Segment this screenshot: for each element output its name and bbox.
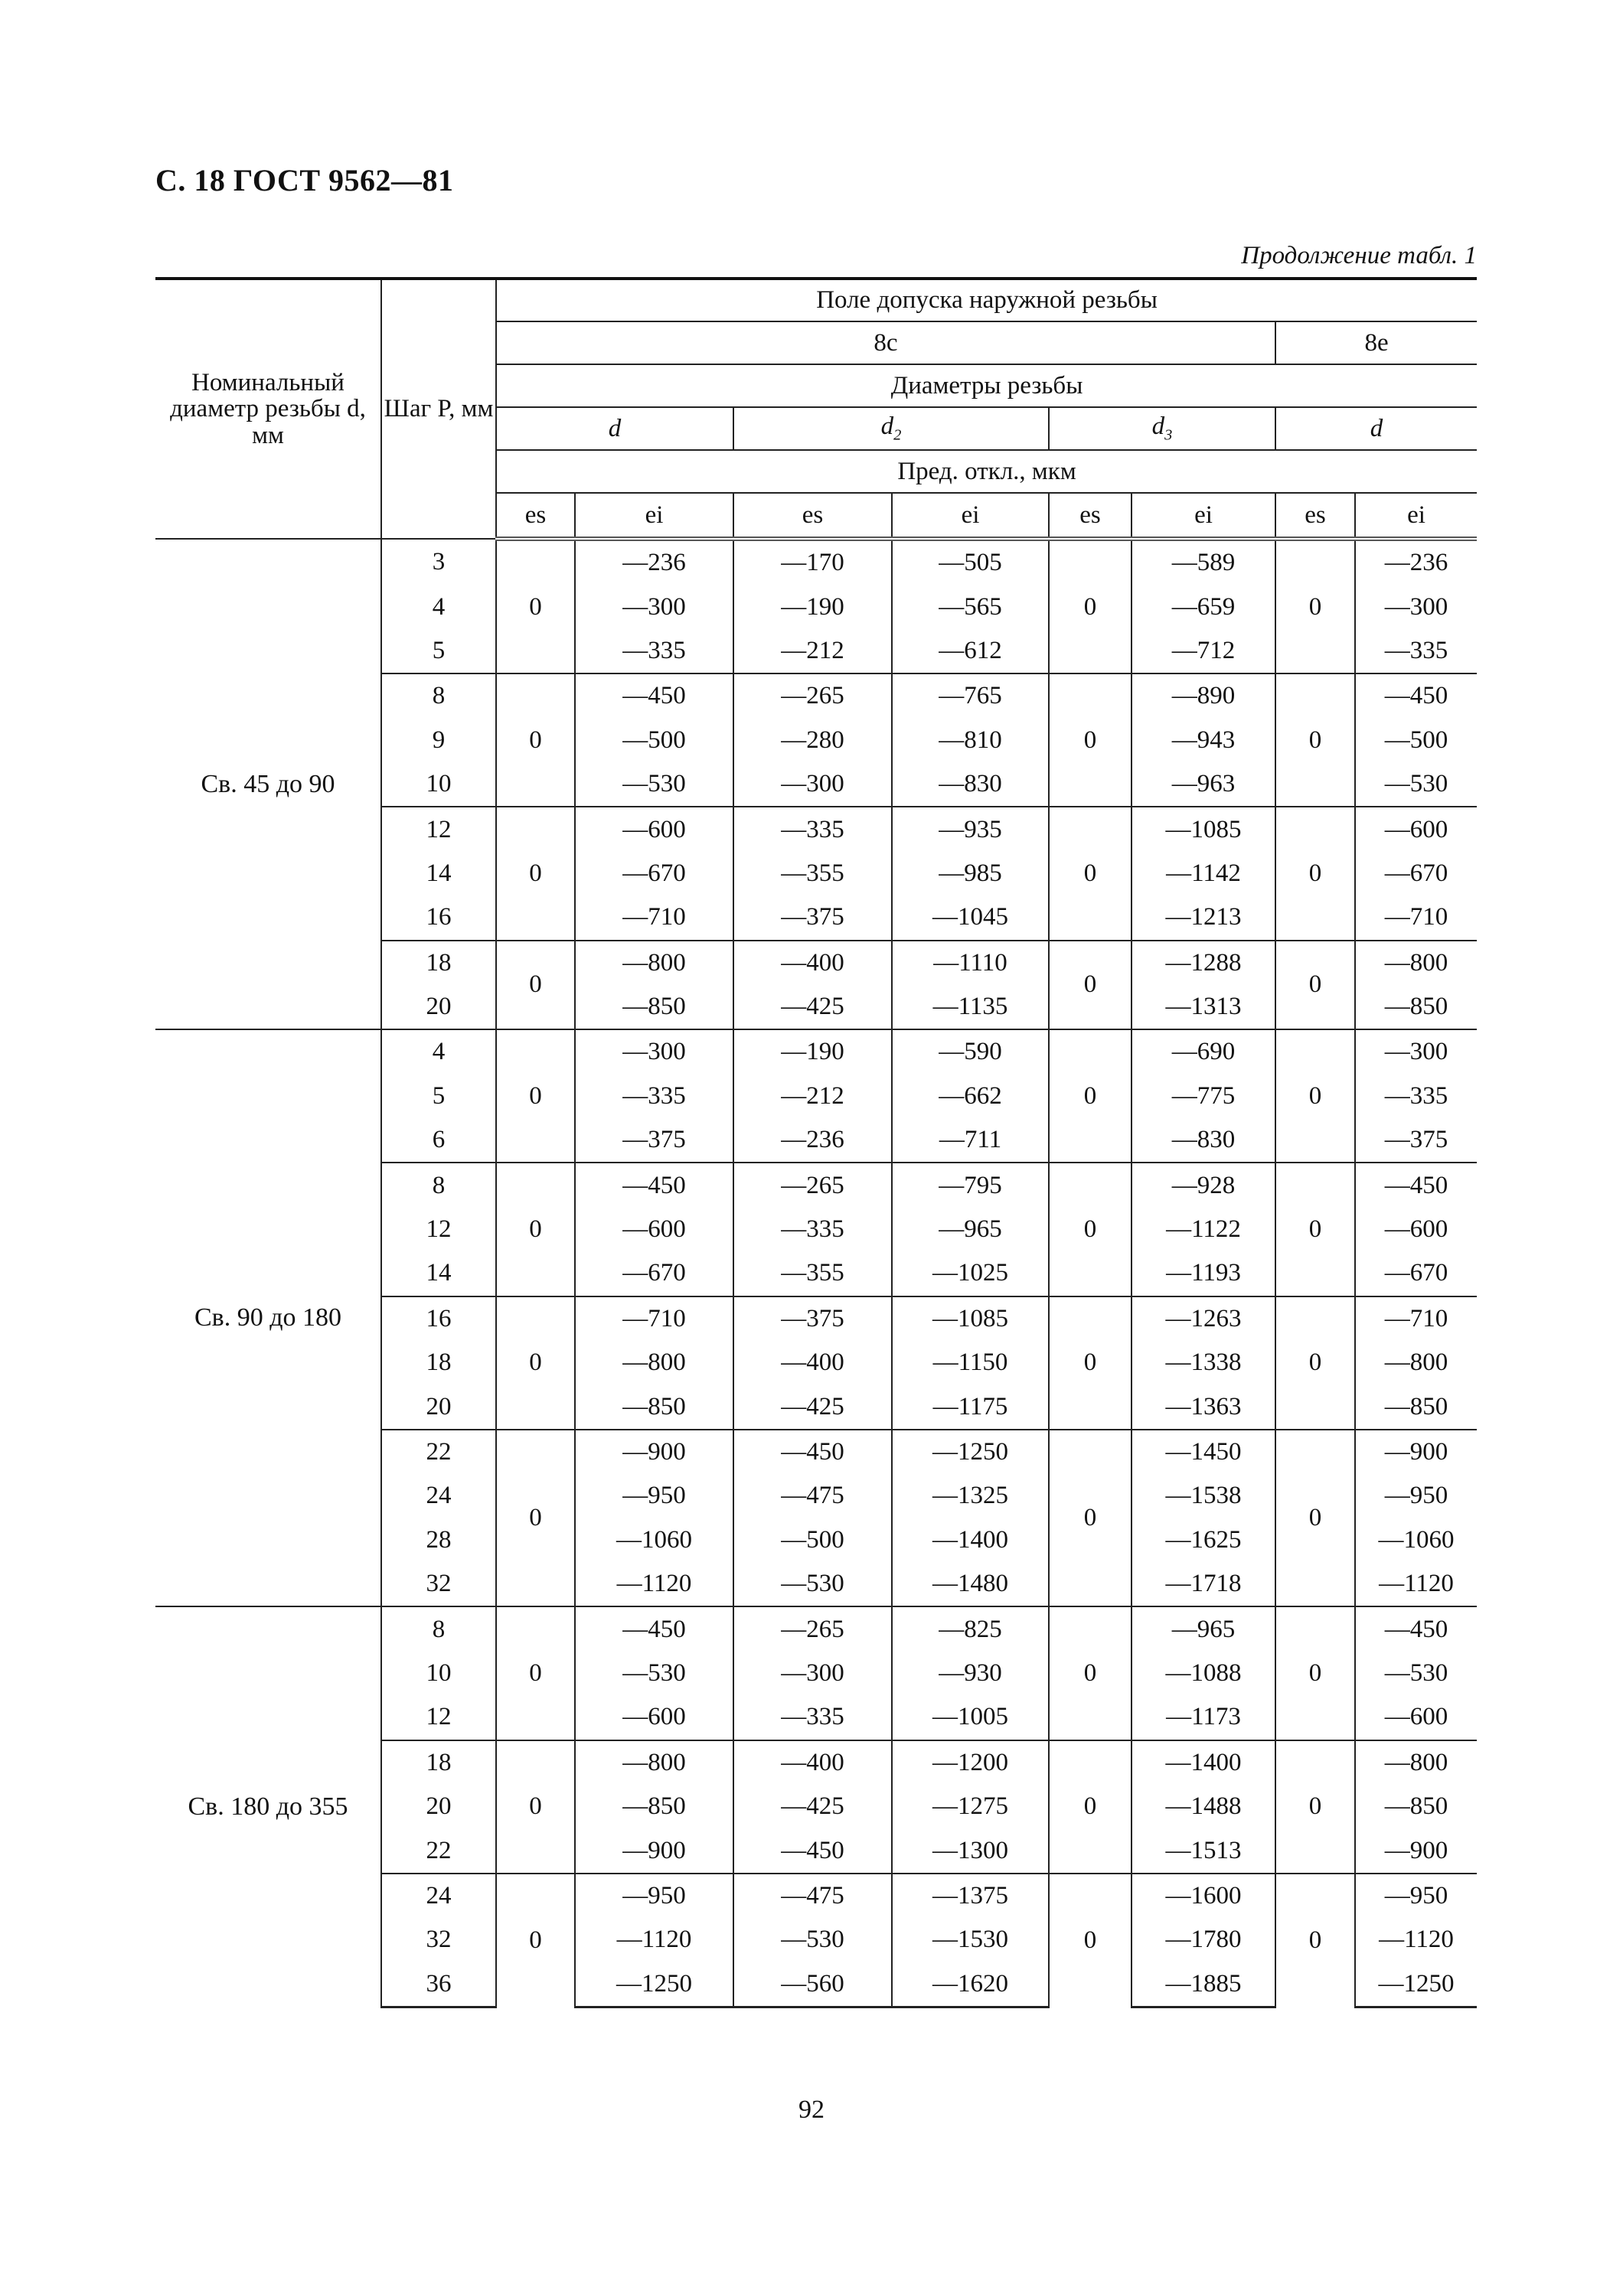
pitch-cell: 24 — [381, 1474, 496, 1518]
d-8e-ei-cell: —300 — [1355, 585, 1477, 628]
d-8e-ei-cell: —335 — [1355, 629, 1477, 673]
d3-ei-cell: —1625 — [1132, 1518, 1275, 1562]
d3-es-cell: 0 — [1049, 1874, 1132, 2007]
d3-ei-cell: —589 — [1132, 539, 1275, 585]
d-ei-cell: —1250 — [575, 1962, 733, 2007]
d3-ei-cell: —1263 — [1132, 1296, 1275, 1341]
header-d2-sub: 2 — [893, 426, 902, 444]
d3-ei-cell: —928 — [1132, 1163, 1275, 1207]
d-8e-ei-cell: —1120 — [1355, 1918, 1477, 1962]
d-8e-es-cell: 0 — [1275, 807, 1355, 940]
d2-ei-cell: —1025 — [892, 1251, 1049, 1296]
d2-es-cell: —265 — [733, 1163, 892, 1207]
d2-es-cell: —190 — [733, 585, 892, 628]
table-row — [155, 1029, 1477, 1074]
d-ei-cell: —300 — [575, 585, 733, 628]
d-es-cell: 0 — [496, 941, 575, 1030]
pitch-cell: 10 — [381, 1652, 496, 1695]
pitch-cell: 14 — [381, 852, 496, 895]
d2-es-cell: —265 — [733, 1606, 892, 1651]
d3-ei-cell: —1450 — [1132, 1430, 1275, 1474]
pitch-cell: 6 — [381, 1118, 496, 1163]
pitch-cell: 18 — [381, 1341, 496, 1384]
d-ei-cell: —335 — [575, 1075, 733, 1118]
d-8e-es-cell: 0 — [1275, 673, 1355, 807]
d-8e-ei-cell: —1250 — [1355, 1962, 1477, 2007]
pitch-cell: 36 — [381, 1962, 496, 2007]
d-ei-cell: —850 — [575, 1384, 733, 1429]
d3-ei-cell: —1885 — [1132, 1962, 1275, 2007]
pitch-cell: 16 — [381, 895, 496, 940]
pitch-cell: 28 — [381, 1518, 496, 1562]
d2-ei-cell: —1300 — [892, 1828, 1049, 1873]
d2-ei-cell: —965 — [892, 1208, 1049, 1251]
d2-es-cell: —530 — [733, 1918, 892, 1962]
d2-ei-cell: —1250 — [892, 1430, 1049, 1474]
d2-es-cell: —530 — [733, 1562, 892, 1606]
d-8e-es-cell: 0 — [1275, 1740, 1355, 1874]
d-ei-cell: —1120 — [575, 1562, 733, 1606]
header-d3-base: d — [1151, 412, 1165, 440]
d-ei-cell: —450 — [575, 1606, 733, 1651]
d-8e-ei-cell: —1060 — [1355, 1518, 1477, 1562]
pitch-cell: 8 — [381, 1606, 496, 1651]
pitch-cell: 18 — [381, 941, 496, 985]
d2-es-cell: —375 — [733, 895, 892, 940]
pitch-cell: 10 — [381, 762, 496, 807]
d-ei-cell: —710 — [575, 895, 733, 940]
d3-ei-cell: —1538 — [1132, 1474, 1275, 1518]
d2-ei-cell: —1175 — [892, 1384, 1049, 1429]
d3-ei-cell: —1122 — [1132, 1208, 1275, 1251]
header-diameters: Диаметры резьбы — [496, 364, 1477, 407]
pitch-cell: 20 — [381, 985, 496, 1029]
d-ei-cell: —800 — [575, 941, 733, 985]
d3-es-cell: 0 — [1049, 1606, 1132, 1740]
d2-ei-cell: —1325 — [892, 1474, 1049, 1518]
table-body — [155, 539, 1477, 2007]
d-8e-es-cell: 0 — [1275, 1163, 1355, 1296]
header-ei: ei — [575, 493, 733, 539]
d2-ei-cell: —935 — [892, 807, 1049, 851]
d-8e-ei-cell: —710 — [1355, 895, 1477, 940]
d2-ei-cell: —1045 — [892, 895, 1049, 940]
d-es-cell: 0 — [496, 807, 575, 940]
pitch-cell: 12 — [381, 807, 496, 851]
d-8e-es-cell: 0 — [1275, 1874, 1355, 2007]
d3-es-cell: 0 — [1049, 539, 1132, 673]
d-8e-ei-cell: —900 — [1355, 1828, 1477, 1873]
d3-ei-cell: —1088 — [1132, 1652, 1275, 1695]
page-title: С. 18 ГОСТ 9562—81 — [155, 163, 454, 197]
d2-es-cell: —170 — [733, 539, 892, 585]
pitch-cell: 4 — [381, 1029, 496, 1074]
d-ei-cell: —600 — [575, 1208, 733, 1251]
d-ei-cell: —530 — [575, 1652, 733, 1695]
pitch-cell: 32 — [381, 1562, 496, 1606]
tolerance-table-wrapper — [155, 277, 1477, 2008]
d2-es-cell: —400 — [733, 1740, 892, 1785]
d2-es-cell: —212 — [733, 629, 892, 673]
d-8e-ei-cell: —530 — [1355, 1652, 1477, 1695]
pitch-cell: 8 — [381, 1163, 496, 1207]
tolerance-table — [155, 277, 1477, 2008]
d-ei-cell: —335 — [575, 629, 733, 673]
nominal-diameter-cell: Св. 45 до 90 — [155, 539, 381, 1029]
d-ei-cell: —1060 — [575, 1518, 733, 1562]
d2-es-cell: —355 — [733, 852, 892, 895]
pitch-cell: 9 — [381, 719, 496, 762]
d3-ei-cell: —1718 — [1132, 1562, 1275, 1606]
d-es-cell: 0 — [496, 1163, 575, 1296]
d3-es-cell: 0 — [1049, 1740, 1132, 1874]
d3-ei-cell: —830 — [1132, 1118, 1275, 1163]
d2-ei-cell: —1400 — [892, 1518, 1049, 1562]
header-es: es — [1049, 493, 1132, 539]
d-8e-ei-cell: —950 — [1355, 1874, 1477, 1918]
d-8e-ei-cell: —670 — [1355, 1251, 1477, 1296]
d3-es-cell: 0 — [1049, 1163, 1132, 1296]
d-8e-ei-cell: —1120 — [1355, 1562, 1477, 1606]
d2-ei-cell: —930 — [892, 1652, 1049, 1695]
d-8e-ei-cell: —800 — [1355, 1341, 1477, 1384]
d-8e-ei-cell: —900 — [1355, 1430, 1477, 1474]
d2-ei-cell: —830 — [892, 762, 1049, 807]
d3-ei-cell: —1288 — [1132, 941, 1275, 985]
d-8e-ei-cell: —530 — [1355, 762, 1477, 807]
d3-ei-cell: —1363 — [1132, 1384, 1275, 1429]
header-nominal-diameter: Номинальный диаметр резьбы d, мм — [155, 279, 381, 539]
d3-ei-cell: —943 — [1132, 719, 1275, 762]
d2-es-cell: —425 — [733, 985, 892, 1029]
d2-ei-cell: —1530 — [892, 1918, 1049, 1962]
pitch-cell: 24 — [381, 1874, 496, 1918]
nominal-diameter-cell: Св. 180 до 355 — [155, 1606, 381, 2007]
d2-es-cell: —265 — [733, 673, 892, 718]
d-ei-cell: —450 — [575, 673, 733, 718]
pitch-cell: 14 — [381, 1251, 496, 1296]
d3-ei-cell: —1142 — [1132, 852, 1275, 895]
header-field-8c: 8с — [496, 321, 1275, 364]
d3-ei-cell: —775 — [1132, 1075, 1275, 1118]
d2-ei-cell: —810 — [892, 719, 1049, 762]
pitch-cell: 5 — [381, 629, 496, 673]
d2-es-cell: —212 — [733, 1075, 892, 1118]
d-ei-cell: —800 — [575, 1341, 733, 1384]
pitch-cell: 22 — [381, 1828, 496, 1873]
d3-ei-cell: —1313 — [1132, 985, 1275, 1029]
d2-es-cell: —190 — [733, 1029, 892, 1074]
d2-ei-cell: —1110 — [892, 941, 1049, 985]
d3-ei-cell: —965 — [1132, 1606, 1275, 1651]
d2-es-cell: —280 — [733, 719, 892, 762]
header-es: es — [1275, 493, 1355, 539]
d-ei-cell: —800 — [575, 1740, 733, 1785]
nominal-diameter-cell: Св. 90 до 180 — [155, 1029, 381, 1606]
d-ei-cell: —900 — [575, 1430, 733, 1474]
header-ei: ei — [892, 493, 1049, 539]
pitch-cell: 5 — [381, 1075, 496, 1118]
d3-es-cell: 0 — [1049, 941, 1132, 1030]
pitch-cell: 4 — [381, 585, 496, 628]
d2-es-cell: —425 — [733, 1785, 892, 1828]
pitch-cell: 12 — [381, 1208, 496, 1251]
table-row — [155, 539, 1477, 585]
d-ei-cell: —375 — [575, 1118, 733, 1163]
pitch-cell: 20 — [381, 1785, 496, 1828]
d2-ei-cell: —1620 — [892, 1962, 1049, 2007]
header-tolerance-field: Поле допуска наружной резьбы — [496, 279, 1477, 321]
d-ei-cell: —850 — [575, 985, 733, 1029]
d2-ei-cell: —1480 — [892, 1562, 1049, 1606]
d2-ei-cell: —1085 — [892, 1296, 1049, 1341]
d3-ei-cell: —890 — [1132, 673, 1275, 718]
d2-ei-cell: —1150 — [892, 1341, 1049, 1384]
d-ei-cell: —950 — [575, 1474, 733, 1518]
d-8e-ei-cell: —300 — [1355, 1029, 1477, 1074]
pitch-cell: 3 — [381, 539, 496, 585]
d-8e-ei-cell: —500 — [1355, 719, 1477, 762]
d-8e-ei-cell: —850 — [1355, 985, 1477, 1029]
pitch-cell: 8 — [381, 673, 496, 718]
table-header — [155, 279, 1477, 539]
d-es-cell: 0 — [496, 1430, 575, 1607]
d-8e-es-cell: 0 — [1275, 1606, 1355, 1740]
d3-ei-cell: —1780 — [1132, 1918, 1275, 1962]
d-ei-cell: —950 — [575, 1874, 733, 1918]
d3-ei-cell: —690 — [1132, 1029, 1275, 1074]
header-deviations: Пред. откл., мкм — [496, 450, 1477, 493]
d-8e-ei-cell: —950 — [1355, 1474, 1477, 1518]
d2-es-cell: —475 — [733, 1474, 892, 1518]
header-d2-base: d — [880, 412, 894, 440]
d2-es-cell: —425 — [733, 1384, 892, 1429]
page-number: 92 — [798, 2095, 825, 2124]
d2-ei-cell: —985 — [892, 852, 1049, 895]
d3-ei-cell: —1213 — [1132, 895, 1275, 940]
d-es-cell: 0 — [496, 539, 575, 673]
d2-ei-cell: —505 — [892, 539, 1049, 585]
d-8e-ei-cell: —450 — [1355, 1163, 1477, 1207]
header-ei: ei — [1355, 493, 1477, 539]
d-ei-cell: —300 — [575, 1029, 733, 1074]
d-ei-cell: —900 — [575, 1828, 733, 1873]
d-8e-ei-cell: —710 — [1355, 1296, 1477, 1341]
d-8e-ei-cell: —850 — [1355, 1384, 1477, 1429]
d-8e-ei-cell: —800 — [1355, 1740, 1477, 1785]
d2-ei-cell: —825 — [892, 1606, 1049, 1651]
d2-ei-cell: —1200 — [892, 1740, 1049, 1785]
d3-ei-cell: —963 — [1132, 762, 1275, 807]
d-es-cell: 0 — [496, 673, 575, 807]
d2-es-cell: —500 — [733, 1518, 892, 1562]
d-8e-es-cell: 0 — [1275, 1029, 1355, 1163]
pitch-cell: 22 — [381, 1430, 496, 1474]
d3-es-cell: 0 — [1049, 1430, 1132, 1607]
d2-es-cell: —300 — [733, 1652, 892, 1695]
d-8e-ei-cell: —236 — [1355, 539, 1477, 585]
d2-ei-cell: —612 — [892, 629, 1049, 673]
d3-ei-cell: —1400 — [1132, 1740, 1275, 1785]
d2-ei-cell: —1375 — [892, 1874, 1049, 1918]
d-8e-ei-cell: —670 — [1355, 852, 1477, 895]
header-diameter-d3 — [1049, 407, 1275, 450]
pitch-cell: 18 — [381, 1740, 496, 1785]
d2-ei-cell: —711 — [892, 1118, 1049, 1163]
d-8e-ei-cell: —600 — [1355, 1208, 1477, 1251]
pitch-cell: 20 — [381, 1384, 496, 1429]
d3-ei-cell: —1085 — [1132, 807, 1275, 851]
pitch-cell: 16 — [381, 1296, 496, 1341]
d-ei-cell: —670 — [575, 852, 733, 895]
d2-ei-cell: —565 — [892, 585, 1049, 628]
d-ei-cell: —850 — [575, 1785, 733, 1828]
d3-es-cell: 0 — [1049, 673, 1132, 807]
header-es: es — [733, 493, 892, 539]
d2-es-cell: —450 — [733, 1828, 892, 1873]
d3-ei-cell: —1513 — [1132, 1828, 1275, 1873]
d3-ei-cell: —712 — [1132, 629, 1275, 673]
header-field-8e: 8е — [1275, 321, 1477, 364]
d-ei-cell: —530 — [575, 762, 733, 807]
d2-es-cell: —475 — [733, 1874, 892, 1918]
d-8e-ei-cell: —800 — [1355, 941, 1477, 985]
d2-es-cell: —236 — [733, 1118, 892, 1163]
header-es: es — [496, 493, 575, 539]
d-es-cell: 0 — [496, 1029, 575, 1163]
d-8e-es-cell: 0 — [1275, 539, 1355, 673]
d-8e-ei-cell: —375 — [1355, 1118, 1477, 1163]
d2-es-cell: —450 — [733, 1430, 892, 1474]
header-diameter-d2 — [733, 407, 1049, 450]
d-es-cell: 0 — [496, 1740, 575, 1874]
d3-ei-cell: —1600 — [1132, 1874, 1275, 1918]
d-es-cell: 0 — [496, 1606, 575, 1740]
d-es-cell: 0 — [496, 1296, 575, 1430]
header-ei: ei — [1132, 493, 1275, 539]
d-8e-ei-cell: —600 — [1355, 807, 1477, 851]
d3-ei-cell: —1338 — [1132, 1341, 1275, 1384]
d3-ei-cell: —659 — [1132, 585, 1275, 628]
d-ei-cell: —670 — [575, 1251, 733, 1296]
d3-ei-cell: —1193 — [1132, 1251, 1275, 1296]
d2-es-cell: —335 — [733, 807, 892, 851]
d2-es-cell: —300 — [733, 762, 892, 807]
table-row — [155, 1606, 1477, 1651]
d2-ei-cell: —1135 — [892, 985, 1049, 1029]
d-8e-ei-cell: —600 — [1355, 1695, 1477, 1740]
d-8e-ei-cell: —850 — [1355, 1785, 1477, 1828]
d2-es-cell: —335 — [733, 1208, 892, 1251]
d-es-cell: 0 — [496, 1874, 575, 2007]
header-pitch: Шаг P, мм — [381, 279, 496, 539]
d-8e-es-cell: 0 — [1275, 941, 1355, 1030]
d-8e-ei-cell: —335 — [1355, 1075, 1477, 1118]
d2-es-cell: —375 — [733, 1296, 892, 1341]
d3-ei-cell: —1488 — [1132, 1785, 1275, 1828]
d-ei-cell: —600 — [575, 1695, 733, 1740]
pitch-cell: 32 — [381, 1918, 496, 1962]
d-ei-cell: —600 — [575, 807, 733, 851]
d-ei-cell: —450 — [575, 1163, 733, 1207]
d2-es-cell: —355 — [733, 1251, 892, 1296]
d3-ei-cell: —1173 — [1132, 1695, 1275, 1740]
header-diameter-d: d — [496, 407, 733, 450]
d-8e-es-cell: 0 — [1275, 1430, 1355, 1607]
d-ei-cell: —710 — [575, 1296, 733, 1341]
d2-ei-cell: —1275 — [892, 1785, 1049, 1828]
d-8e-ei-cell: —450 — [1355, 1606, 1477, 1651]
d3-es-cell: 0 — [1049, 807, 1132, 940]
d2-ei-cell: —590 — [892, 1029, 1049, 1074]
d2-ei-cell: —765 — [892, 673, 1049, 718]
d-8e-ei-cell: —450 — [1355, 673, 1477, 718]
d2-ei-cell: —795 — [892, 1163, 1049, 1207]
table-continuation-note: Продолжение табл. 1 — [1241, 242, 1477, 269]
header-diameter-d-8e: d — [1275, 407, 1477, 450]
d3-es-cell: 0 — [1049, 1029, 1132, 1163]
d-ei-cell: —1120 — [575, 1918, 733, 1962]
d2-es-cell: —400 — [733, 1341, 892, 1384]
header-d3-sub: 3 — [1164, 426, 1173, 444]
d2-ei-cell: —1005 — [892, 1695, 1049, 1740]
d-8e-es-cell: 0 — [1275, 1296, 1355, 1430]
d2-ei-cell: —662 — [892, 1075, 1049, 1118]
d2-es-cell: —560 — [733, 1962, 892, 2007]
d-ei-cell: —500 — [575, 719, 733, 762]
d2-es-cell: —335 — [733, 1695, 892, 1740]
d2-es-cell: —400 — [733, 941, 892, 985]
pitch-cell: 12 — [381, 1695, 496, 1740]
d3-es-cell: 0 — [1049, 1296, 1132, 1430]
d-ei-cell: —236 — [575, 539, 733, 585]
